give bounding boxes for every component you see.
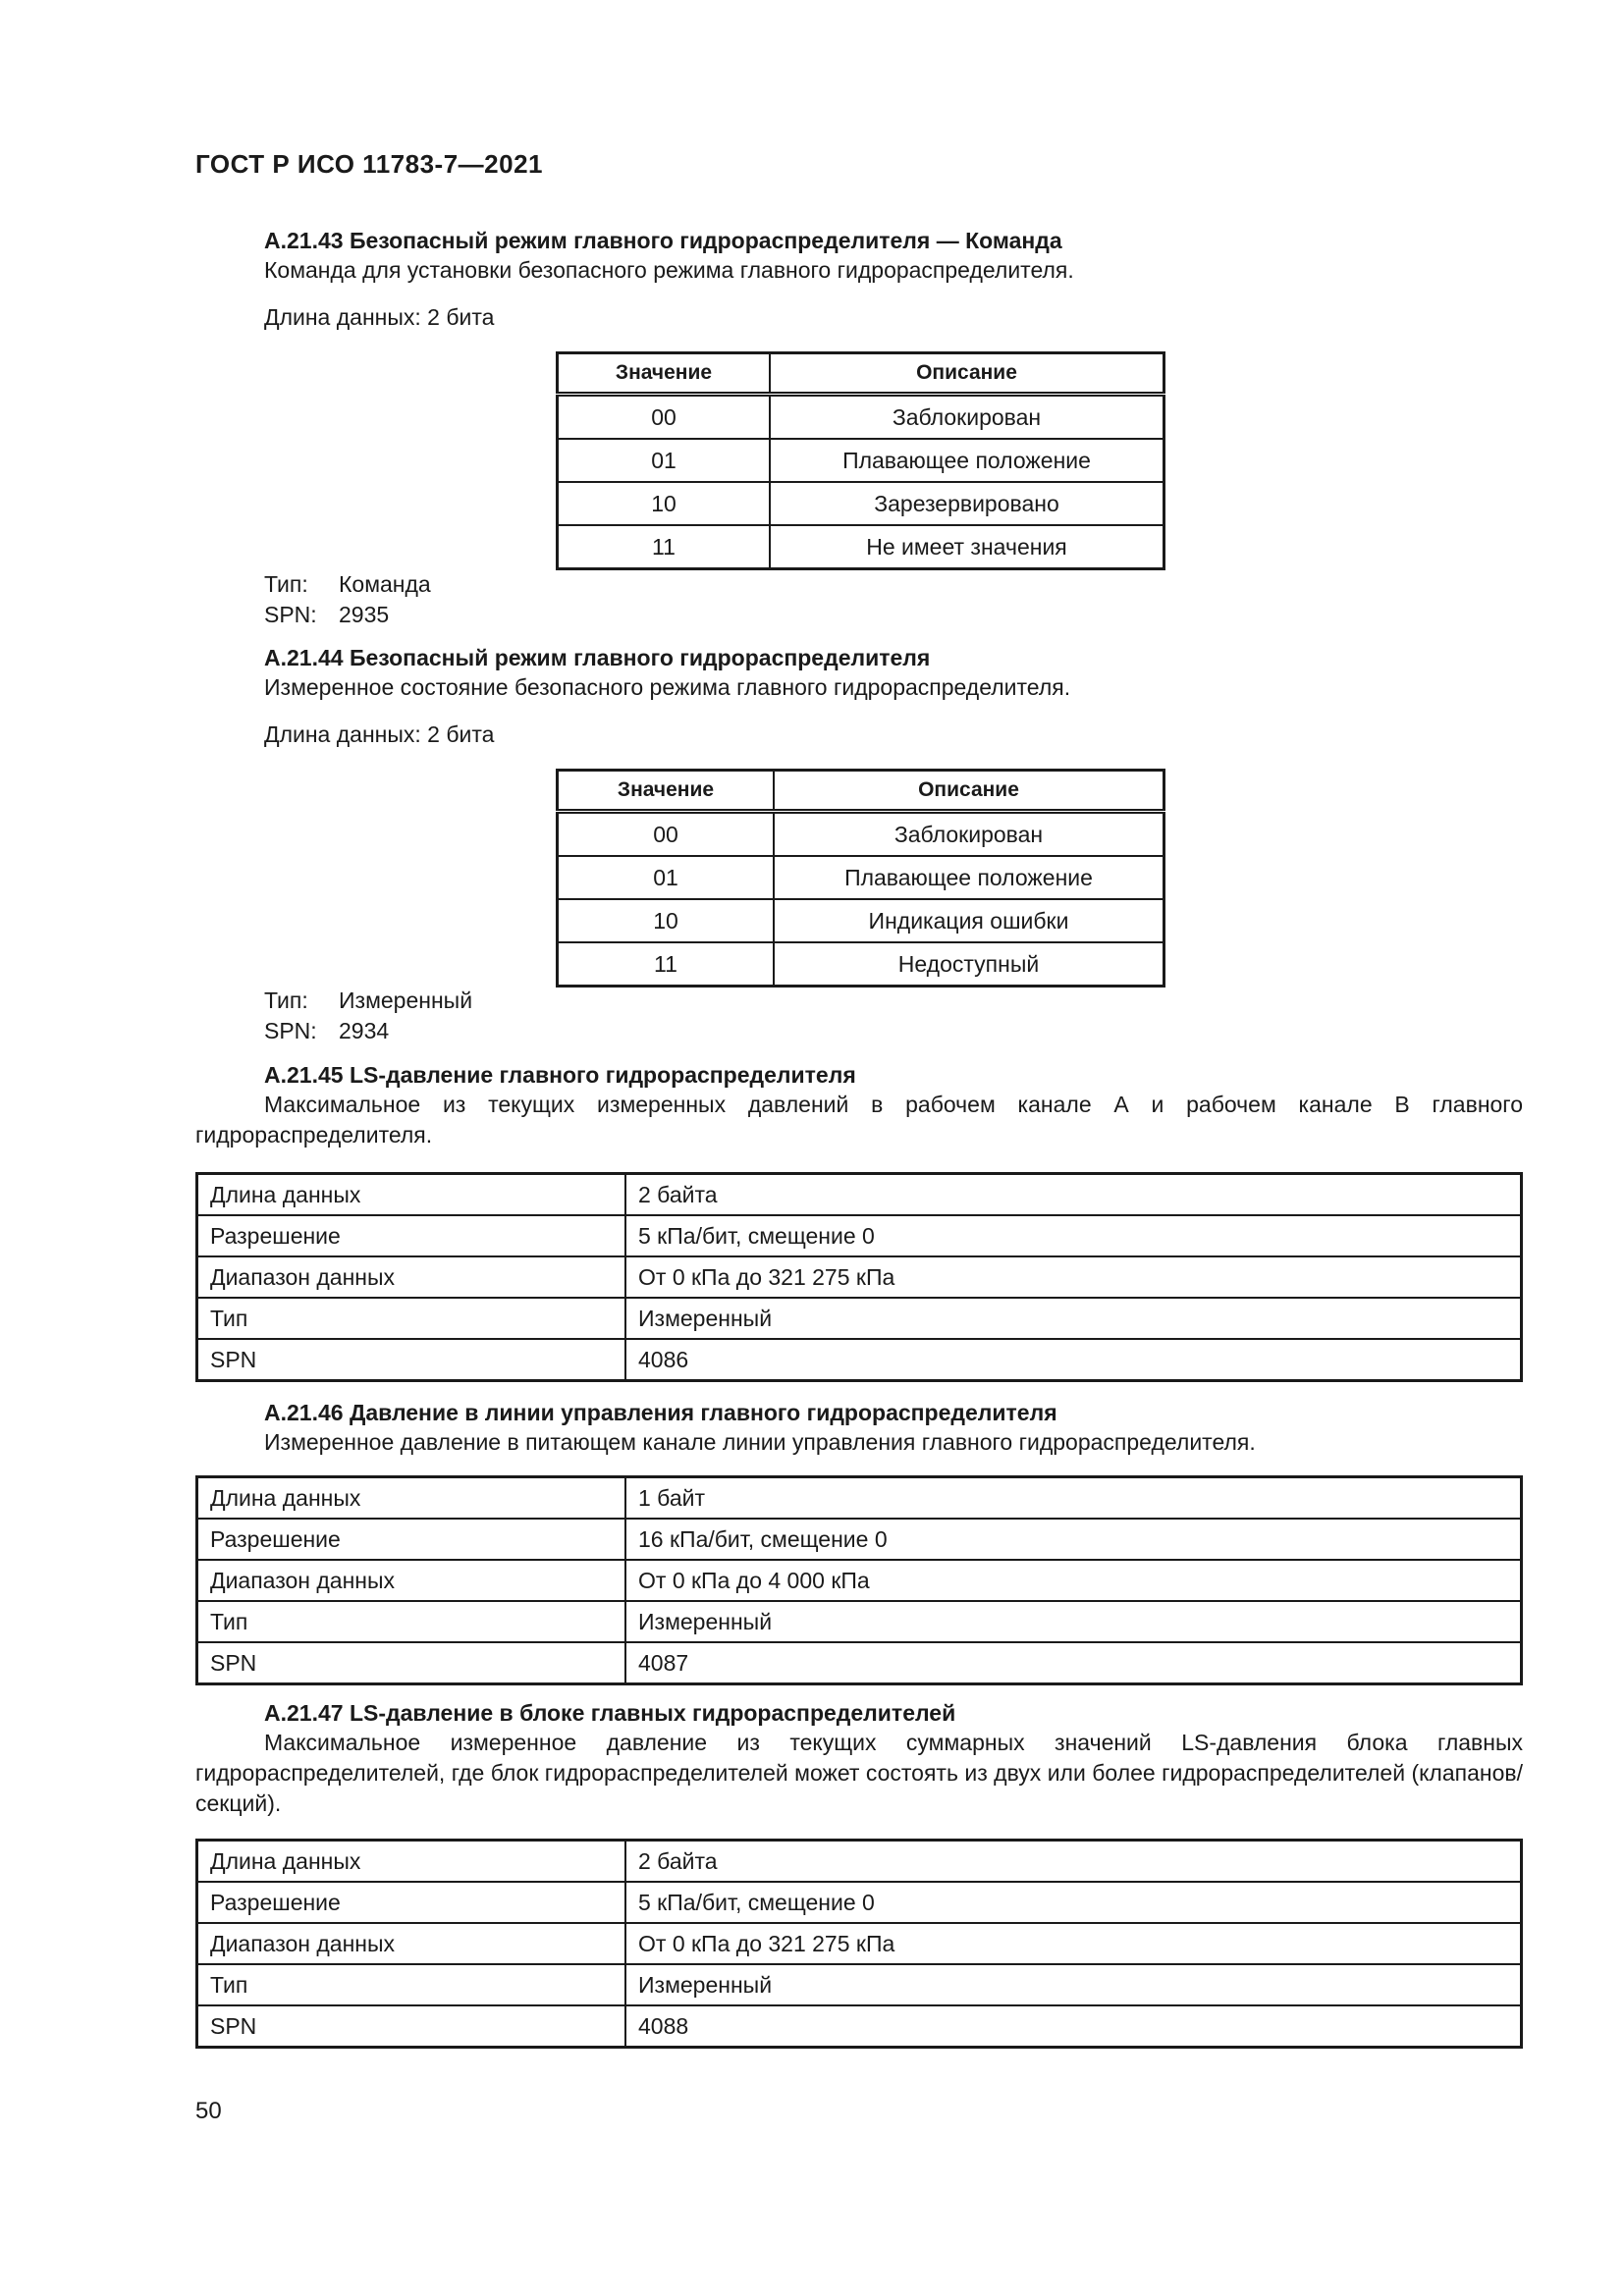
table-header-row bbox=[558, 353, 1164, 395]
table-cell: 00 bbox=[558, 395, 771, 440]
spn-value: 2935 bbox=[339, 602, 390, 627]
param-name: Длина данных bbox=[197, 1174, 626, 1216]
table-cell: Недоступный bbox=[774, 942, 1164, 987]
table-row bbox=[558, 395, 1164, 440]
section-description: Измеренное давление в питающем канале линии управления главного гидрораспределителя. bbox=[264, 1429, 1256, 1455]
param-name: Диапазон данных bbox=[197, 1256, 626, 1298]
column-header-value: Значение bbox=[558, 353, 771, 395]
table-row bbox=[558, 525, 1164, 569]
type-label: Тип: bbox=[264, 988, 308, 1013]
section-a21-45 bbox=[195, 1060, 1523, 1150]
table-row bbox=[558, 942, 1164, 987]
table-cell: 11 bbox=[558, 942, 775, 987]
document-header-title: ГОСТ Р ИСО 11783-7—2021 bbox=[195, 149, 544, 179]
table-row bbox=[197, 1882, 1522, 1923]
table-cell: 00 bbox=[558, 812, 775, 857]
table-row bbox=[197, 1215, 1522, 1256]
table-row bbox=[558, 899, 1164, 942]
section-description: Измеренное состояние безопасного режима главного гидрораспределителя. bbox=[264, 674, 1071, 700]
table-cell: Заблокирован bbox=[770, 395, 1164, 440]
type-label: Тип: bbox=[264, 571, 308, 597]
section-description: Команда для установки безопасного режима главного гидрораспределителя. bbox=[264, 257, 1074, 283]
table-cell: 10 bbox=[558, 482, 771, 525]
table-row bbox=[197, 1964, 1522, 2005]
table-cell: Плавающее положение bbox=[774, 856, 1164, 899]
section-description: Максимальное из текущих измеренных давлений в рабочем канале А и рабочем канале В главного гидрораспределителя. bbox=[195, 1092, 1523, 1148]
spn-value: 2934 bbox=[339, 1018, 390, 1043]
type-line bbox=[264, 986, 1523, 1016]
table-cell: Не имеет значения bbox=[770, 525, 1164, 569]
table-cell: Зарезервировано bbox=[770, 482, 1164, 525]
spn-line bbox=[264, 1016, 1523, 1046]
section-title: А.21.46 Давление в линии управления главного гидрораспределителя bbox=[264, 1400, 1057, 1425]
type-spn-a21-44 bbox=[195, 986, 1523, 1046]
param-name: Тип bbox=[197, 1601, 626, 1642]
param-value: 5 кПа/бит, смещение 0 bbox=[625, 1215, 1522, 1256]
table-cell: Индикация ошибки bbox=[774, 899, 1164, 942]
section-description: Максимальное измеренное давление из текущих суммарных значений LS-давления блока главных гидрораспределителей, где блок гидрораспределителей может состоять из двух или более гидрораспределителей (клапанов/секций). bbox=[195, 1730, 1523, 1816]
param-name: SPN bbox=[197, 1339, 626, 1381]
section-title: А.21.44 Безопасный режим главного гидрораспределителя bbox=[264, 645, 931, 670]
column-header-description: Описание bbox=[770, 353, 1164, 395]
type-value: Команда bbox=[339, 571, 431, 597]
param-name: Тип bbox=[197, 1964, 626, 2005]
values-table-a21-43 bbox=[556, 351, 1165, 570]
table-row bbox=[197, 2005, 1522, 2048]
table-cell: 10 bbox=[558, 899, 775, 942]
section-a21-43 bbox=[195, 226, 1523, 286]
table-cell: Плавающее положение bbox=[770, 439, 1164, 482]
param-value: 4086 bbox=[625, 1339, 1522, 1381]
column-header-description: Описание bbox=[774, 771, 1164, 812]
param-value: 2 байта bbox=[625, 1841, 1522, 1883]
table-row bbox=[558, 439, 1164, 482]
table-row bbox=[558, 482, 1164, 525]
params-table-a21-46 bbox=[195, 1475, 1523, 1685]
values-table-a21-44 bbox=[556, 769, 1165, 988]
param-value: 2 байта bbox=[625, 1174, 1522, 1216]
table-row bbox=[197, 1339, 1522, 1381]
spn-line bbox=[264, 600, 1523, 630]
param-name: SPN bbox=[197, 1642, 626, 1684]
param-value: От 0 кПа до 4 000 кПа bbox=[625, 1560, 1522, 1601]
param-name: Разрешение bbox=[197, 1882, 626, 1923]
table-row bbox=[197, 1174, 1522, 1216]
param-name: Тип bbox=[197, 1298, 626, 1339]
page-number: 50 bbox=[195, 2098, 222, 2124]
param-name: Диапазон данных bbox=[197, 1560, 626, 1601]
table-row bbox=[558, 812, 1164, 857]
table-header-row bbox=[558, 771, 1164, 812]
param-value: 4088 bbox=[625, 2005, 1522, 2048]
spn-label: SPN: bbox=[264, 1018, 317, 1043]
type-spn-a21-43 bbox=[195, 569, 1523, 630]
table-cell: Заблокирован bbox=[774, 812, 1164, 857]
param-value: Измеренный bbox=[625, 1964, 1522, 2005]
param-value: Измеренный bbox=[625, 1601, 1522, 1642]
table-row bbox=[197, 1642, 1522, 1684]
table-row bbox=[197, 1601, 1522, 1642]
param-name: SPN bbox=[197, 2005, 626, 2048]
type-line bbox=[264, 569, 1523, 600]
param-name: Разрешение bbox=[197, 1215, 626, 1256]
param-value: 16 кПа/бит, смещение 0 bbox=[625, 1519, 1522, 1560]
param-value: От 0 кПа до 321 275 кПа bbox=[625, 1923, 1522, 1964]
section-a21-46 bbox=[195, 1398, 1523, 1458]
column-header-value: Значение bbox=[558, 771, 775, 812]
table-cell: 01 bbox=[558, 856, 775, 899]
table-row bbox=[197, 1298, 1522, 1339]
type-value: Измеренный bbox=[339, 988, 473, 1013]
param-value: 5 кПа/бит, смещение 0 bbox=[625, 1882, 1522, 1923]
data-length-text: Длина данных: 2 бита bbox=[264, 304, 495, 330]
table-cell: 01 bbox=[558, 439, 771, 482]
table-row bbox=[197, 1841, 1522, 1883]
param-name: Диапазон данных bbox=[197, 1923, 626, 1964]
param-value: Измеренный bbox=[625, 1298, 1522, 1339]
param-value: 4087 bbox=[625, 1642, 1522, 1684]
section-title: А.21.43 Безопасный режим главного гидрораспределителя — Команда bbox=[264, 228, 1062, 253]
table-row bbox=[197, 1923, 1522, 1964]
param-name: Длина данных bbox=[197, 1477, 626, 1520]
section-a21-47 bbox=[195, 1698, 1523, 1819]
table-cell: 11 bbox=[558, 525, 771, 569]
section-a21-44 bbox=[195, 643, 1523, 703]
data-length-line bbox=[195, 720, 1523, 750]
params-table-a21-45 bbox=[195, 1172, 1523, 1382]
table-row bbox=[558, 856, 1164, 899]
table-row bbox=[197, 1519, 1522, 1560]
table-row bbox=[197, 1256, 1522, 1298]
spn-label: SPN: bbox=[264, 602, 317, 627]
param-name: Длина данных bbox=[197, 1841, 626, 1883]
param-value: От 0 кПа до 321 275 кПа bbox=[625, 1256, 1522, 1298]
table-row bbox=[197, 1477, 1522, 1520]
params-table-a21-47 bbox=[195, 1839, 1523, 2049]
data-length-line bbox=[195, 302, 1523, 333]
data-length-text: Длина данных: 2 бита bbox=[264, 721, 495, 747]
table-row bbox=[197, 1560, 1522, 1601]
section-title: А.21.45 LS-давление главного гидрораспределителя bbox=[264, 1062, 856, 1088]
param-value: 1 байт bbox=[625, 1477, 1522, 1520]
section-title: А.21.47 LS-давление в блоке главных гидрораспределителей bbox=[264, 1700, 956, 1726]
param-name: Разрешение bbox=[197, 1519, 626, 1560]
